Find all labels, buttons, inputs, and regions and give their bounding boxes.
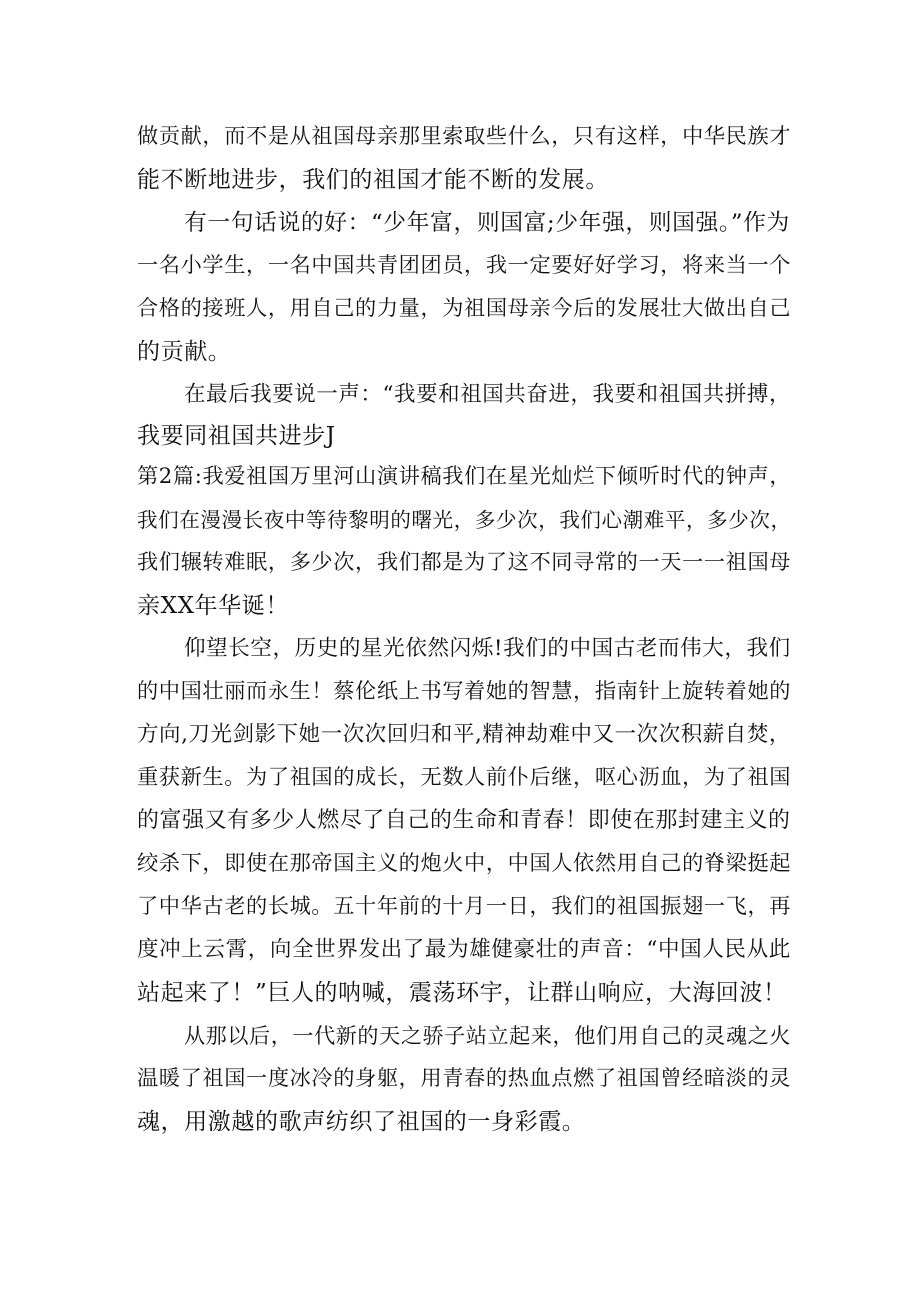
- text-line: 亲XX年华诞！: [137, 593, 289, 619]
- text-line: 一名小学生，一名中国共青团团员，我一定要好好学习，将来当一个: [137, 253, 792, 278]
- text-line: 重获新生。为了祖国的成长，无数人前仆后继，呕心沥血，为了祖国: [137, 765, 792, 790]
- text-line: 从那以后，一代新的天之骄子站立起来，他们用自己的灵魂之火: [184, 1023, 791, 1048]
- text-line: 第2篇:我爱祖国万里河山演讲稿我们在星光灿烂下倾听时代的钟声，: [137, 464, 792, 489]
- text-line: 我们辗转难眠，多少次，我们都是为了这不同寻常的一天一一祖国母: [137, 550, 792, 575]
- text-line: 的富强又有多少人燃尽了自己的生命和青春！即使在那封建主义的: [137, 808, 791, 833]
- text-line: 站起来了！”巨人的呐喊，震荡环宇，让群山响应，大海回波！: [137, 980, 787, 1006]
- text-line: 做贡献，而不是从祖国母亲那里索取些什么，只有这样，中华民族才: [137, 124, 792, 149]
- text-line: 的贡献。: [137, 339, 232, 365]
- text-line: 温暖了祖国一度冰冷的身躯，用青春的热血点燃了祖国曾经暗淡的灵: [137, 1066, 792, 1091]
- text-line: 魂，用激越的歌声纺织了祖国的一身彩霞。: [137, 1109, 586, 1135]
- text-line: 方向,刀光剑影下她一次次回归和平,精神劫难中又一次次积薪自焚，: [137, 722, 791, 747]
- text-line: 合格的接班人，用自己的力量，为祖国母亲今后的发展壮大做出自己: [137, 296, 792, 321]
- text-line: 有一句话说的好：“少年富，则国富;少年强，则国强。”作为: [184, 210, 790, 236]
- text-line: 我们在漫漫长夜中等待黎明的曙光，多少次，我们心潮难平，多少次，: [137, 508, 792, 532]
- text-line: 能不断地进步，我们的祖国才能不断的发展。: [137, 167, 609, 193]
- text-line: 的中国壮丽而永生！蔡伦纸上书写着她的智慧，指南针上旋转着她的: [137, 679, 792, 704]
- text-line: 仰望长空，历史的星光依然闪烁!我们的中国古老而伟大，我们: [184, 636, 791, 661]
- text-line: 在最后我要说一声：“我要和祖国共奋进，我要和祖国共拼搏，: [184, 382, 792, 407]
- text-line: 了中华古老的长城。五十年前的十月一日，我们的祖国振翅一飞，再: [137, 894, 792, 919]
- text-line: 度冲上云霄，向全世界发出了最为雄健豪壮的声音：“中国人民从此: [137, 937, 791, 962]
- text-line: 我要同祖国共进步J: [137, 423, 336, 449]
- text-line: 绞杀下，即使在那帝国主义的炮火中，中国人依然用自己的脊梁挺起: [137, 851, 792, 876]
